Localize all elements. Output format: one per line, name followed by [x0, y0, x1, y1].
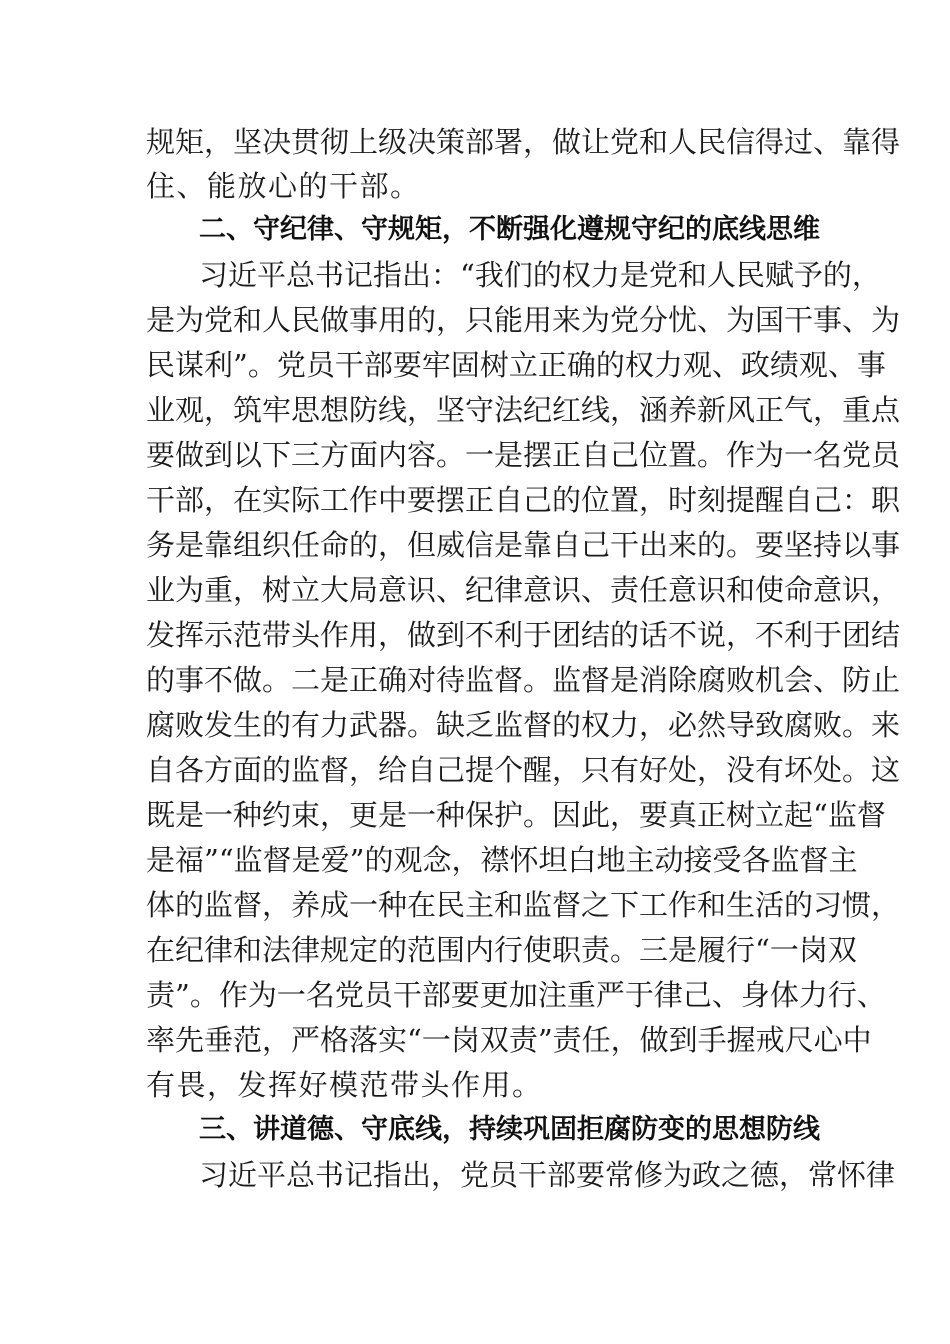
- body-text-line: 发挥示范带头作用，做到不利于团结的话不说，不利于团结: [146, 618, 901, 652]
- body-text-line: 体的监督，养成一种在民主和监督之下工作和生活的习惯，: [146, 888, 901, 922]
- body-text-line: 的事不做。二是正确对待监督。监督是消除腐败机会、防止: [146, 663, 901, 697]
- body-text-line: 是福”“监督是爱”的观念，襟怀坦白地主动接受各监督主: [146, 843, 858, 877]
- body-text-line: 是为党和人民做事用的，只能用来为党分忧、为国干事、为: [146, 303, 901, 337]
- body-text-line: 既是一种约束，更是一种保护。因此，要真正树立起“监督: [146, 798, 886, 832]
- body-text-line: 习近平总书记指出：“我们的权力是党和人民赋予的，: [199, 258, 881, 292]
- body-text-line: 规矩，坚决贯彻上级决策部署，做让党和人民信得过、靠得: [146, 125, 901, 159]
- body-text-line: 腐败发生的有力武器。缺乏监督的权力，必然导致腐败。来: [146, 708, 901, 742]
- body-text-line: 务是靠组织任命的，但威信是靠自己干出来的。要坚持以事: [146, 528, 901, 562]
- section-heading: 三、讲道德、守底线，持续巩固拒腐防变的思想防线: [199, 1114, 820, 1145]
- body-text-line: 责”。作为一名党员干部要更加注重严于律己、身体力行、: [146, 978, 886, 1012]
- body-text-line: 住、能放心的干部。: [146, 169, 421, 203]
- body-text-line: 有畏，发挥好模范带头作用。: [146, 1068, 543, 1102]
- section-heading: 二、守纪律、守规矩，不断强化遵规守纪的底线思维: [199, 214, 820, 245]
- body-text-line: 要做到以下三方面内容。一是摆正自己位置。作为一名党员: [146, 438, 901, 472]
- body-text-line: 率先垂范，严格落实“一岗双责”责任，做到手握戒尺心中: [146, 1023, 872, 1057]
- body-text-line: 民谋利”。党员干部要牢固树立正确的权力观、政绩观、事: [146, 348, 886, 382]
- body-text-line: 业观，筑牢思想防线，坚守法纪红线，涵养新风正气，重点: [146, 393, 901, 427]
- body-text-line: 自各方面的监督，给自己提个醒，只有好处，没有坏处。这: [146, 753, 901, 787]
- body-text-line: 业为重，树立大局意识、纪律意识、责任意识和使命意识，: [146, 573, 901, 607]
- body-text-line: 在纪律和法律规定的范围内行使职责。三是履行“一岗双: [146, 933, 857, 967]
- body-text-line: 习近平总书记指出，党员干部要常修为政之德，常怀律: [199, 1158, 896, 1192]
- body-text-line: 干部，在实际工作中要摆正自己的位置，时刻提醒自己：职: [146, 483, 901, 517]
